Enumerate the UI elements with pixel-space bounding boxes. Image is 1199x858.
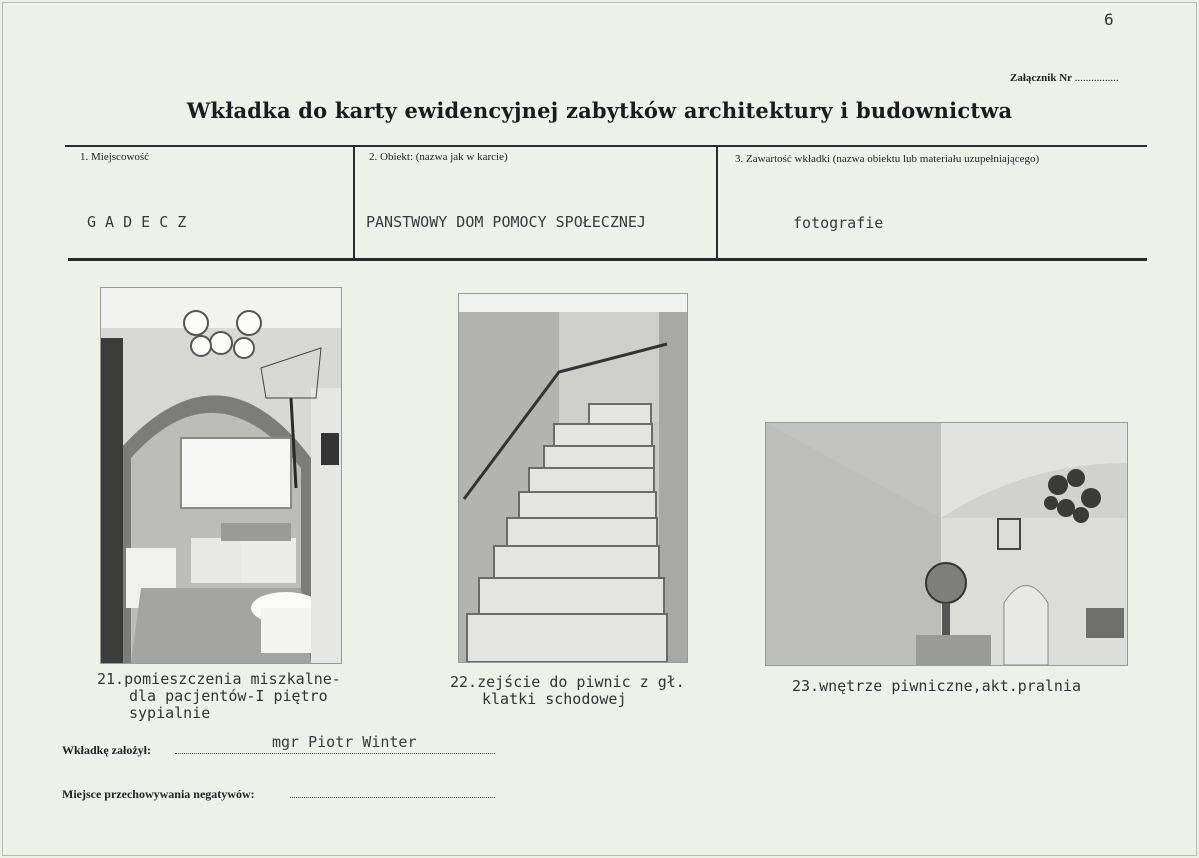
caption-21-line-2: dla pacjentów-I piętro xyxy=(129,687,328,705)
document-title: Wkładka do karty ewidencyjnej zabytków architektury i budownictwa xyxy=(186,98,1013,123)
caption-22-line-1: 22.zejście do piwnic z gł. xyxy=(450,673,685,691)
stairs-image xyxy=(459,294,687,662)
caption-22-line-2: klatki schodowej xyxy=(482,690,627,708)
header-bottom-rule xyxy=(68,258,1147,261)
field-object-value: PANSTWOWY DOM POMOCY SPOŁECZNEJ xyxy=(366,213,646,231)
photo-stairs xyxy=(458,293,688,663)
caption-21-line-3: sypialnie xyxy=(129,704,211,722)
header-divider-1 xyxy=(353,145,355,259)
photo-basement xyxy=(765,422,1128,666)
negatives-storage-dotted-line xyxy=(290,797,495,798)
author-label: Wkładkę założył: xyxy=(62,743,151,757)
field-object-label: 2. Obiekt: (nazwa jak w karcie) xyxy=(369,151,508,163)
caption-23 xyxy=(792,678,1081,695)
caption-22 xyxy=(450,674,685,708)
caption-21 xyxy=(97,671,341,722)
field-locality-value: G A D E C Z xyxy=(87,213,187,231)
annex-label: Załącznik Nr xyxy=(1010,72,1072,84)
bedroom-image xyxy=(101,288,341,663)
header-top-rule xyxy=(65,145,1147,147)
header-divider-2 xyxy=(716,145,718,259)
field-locality-label: 1. Miejscowość xyxy=(80,151,150,163)
field-contents-value: fotografie xyxy=(793,214,884,232)
field-contents-label: 3. Zawartość wkładki (nazwa obiektu lub materiału uzupełniającego) xyxy=(735,153,1040,165)
caption-21-line-1: 21.pomieszczenia miszkalne- xyxy=(97,670,341,688)
author-dotted-line xyxy=(175,753,495,754)
caption-23-line-1: 23.wnętrze piwniczne,akt.pralnia xyxy=(792,677,1081,695)
annex-number-field xyxy=(1010,72,1119,84)
photo-bedroom xyxy=(100,287,342,664)
author-value: mgr Piotr Winter xyxy=(272,733,417,751)
basement-image xyxy=(766,423,1127,665)
negatives-storage-label: Miejsce przechowywania negatywów: xyxy=(62,787,255,801)
annex-dots: ................ xyxy=(1074,72,1119,84)
page-number: 6 xyxy=(1104,10,1114,29)
